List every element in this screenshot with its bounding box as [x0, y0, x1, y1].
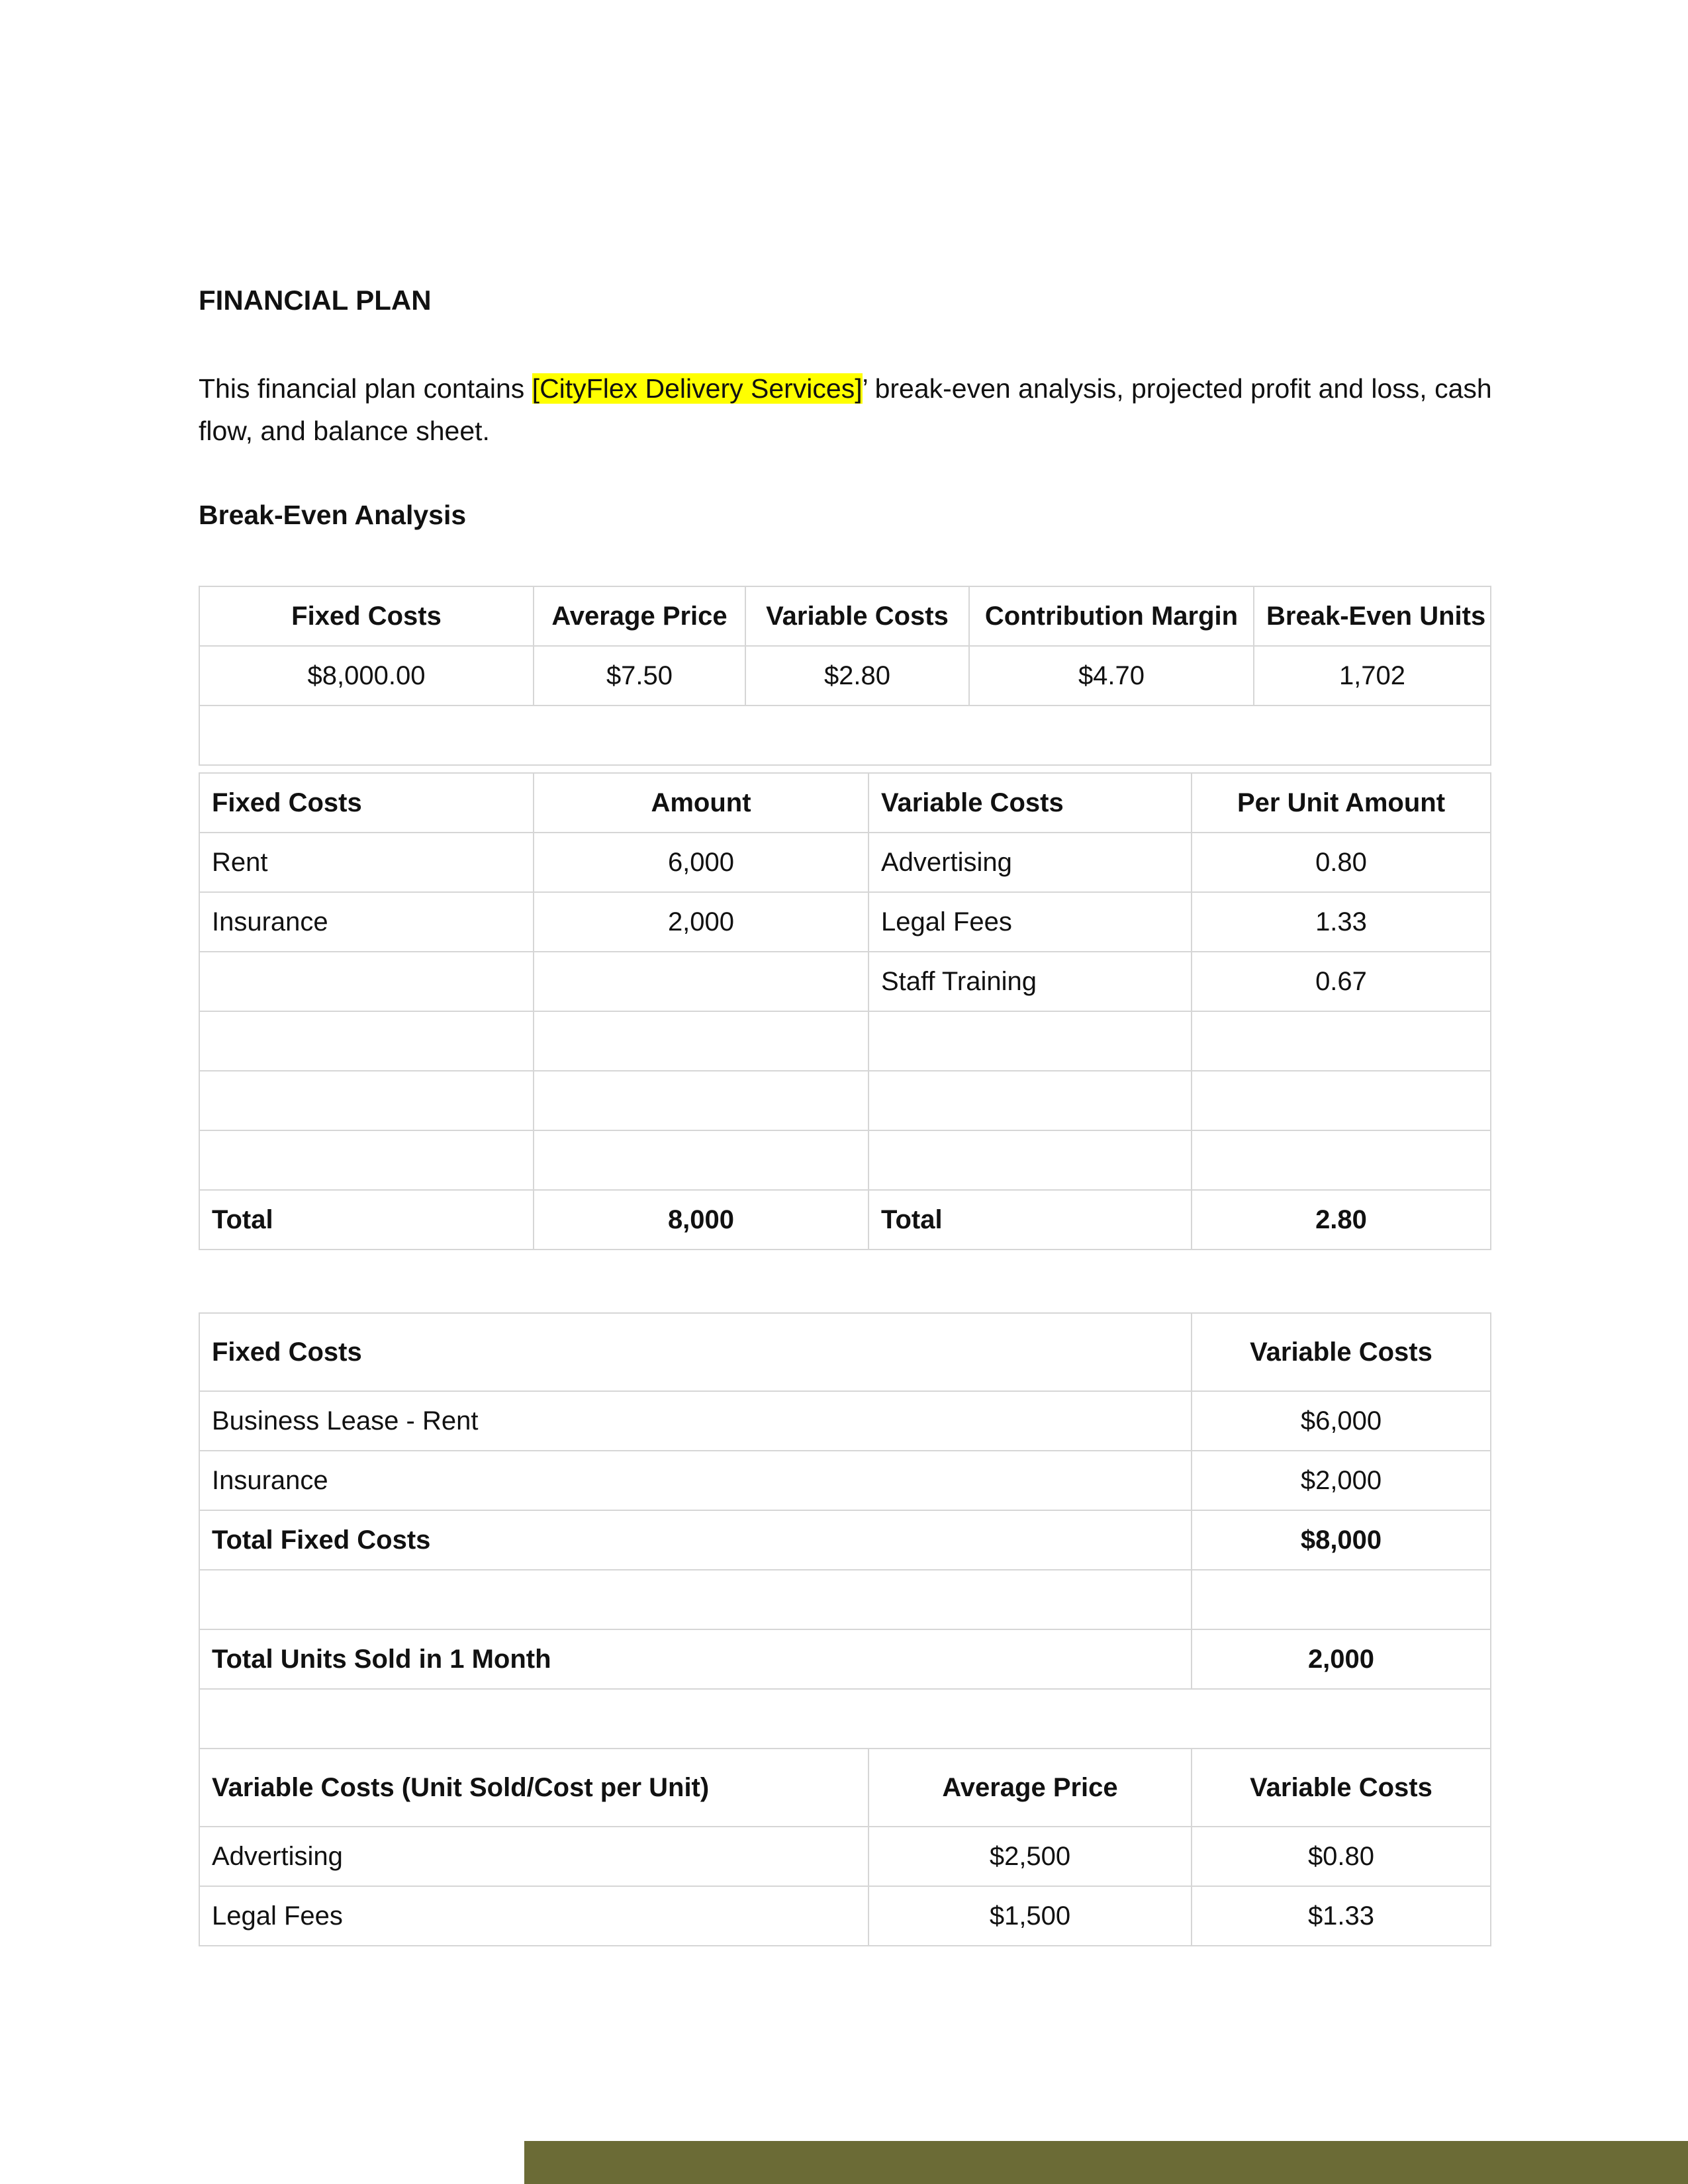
- footer-decorative-bar: [524, 2141, 1688, 2184]
- average-price-value: $2,500: [868, 1827, 1192, 1886]
- section-title-break-even: Break-Even Analysis: [199, 500, 467, 530]
- empty-cell: [1192, 1130, 1491, 1190]
- header-cell: Variable Costs: [868, 773, 1192, 833]
- variable-total-label: Total: [868, 1190, 1192, 1250]
- break-even-units-value: 1,702: [1254, 646, 1491, 705]
- break-even-summary-table: [199, 586, 1491, 766]
- variable-cost-amount: 0.80: [1192, 833, 1491, 892]
- fixed-cost-amount: 6,000: [534, 833, 868, 892]
- empty-cell: [199, 705, 1491, 765]
- header-cell: Variable Costs: [1192, 1749, 1491, 1827]
- table-row-empty: [199, 1071, 1491, 1130]
- average-price-value: $1,500: [868, 1886, 1192, 1946]
- intro-paragraph: [199, 367, 1496, 452]
- empty-cell: [199, 1011, 534, 1071]
- empty-cell: [1192, 1011, 1491, 1071]
- fixed-cost-value: $6,000: [1192, 1391, 1491, 1451]
- fixed-cost-amount: [534, 952, 868, 1011]
- header-cell: Fixed Costs: [199, 586, 534, 646]
- variable-cost-value: $1.33: [1192, 1886, 1491, 1946]
- fixed-total-label: Total: [199, 1190, 534, 1250]
- empty-cell: [199, 1130, 534, 1190]
- header-cell: Average Price: [534, 586, 745, 646]
- header-cell: Break-Even Units: [1254, 586, 1491, 646]
- fixed-cost-label: Business Lease - Rent: [199, 1391, 1192, 1451]
- header-cell: Variable Costs (Unit Sold/Cost per Unit): [199, 1749, 868, 1827]
- table-row: [199, 1886, 1491, 1946]
- costs-breakdown-table: [199, 772, 1491, 1250]
- header-cell: Average Price: [868, 1749, 1192, 1827]
- fixed-cost-label: Rent: [199, 833, 534, 892]
- header-cell: Variable Costs: [745, 586, 969, 646]
- header-cell: Amount: [534, 773, 868, 833]
- empty-cell: [534, 1130, 868, 1190]
- header-cell: Per Unit Amount: [1192, 773, 1491, 833]
- empty-cell: [868, 1071, 1192, 1130]
- empty-cell: [534, 1011, 868, 1071]
- table-header-row: [199, 586, 1491, 646]
- variable-cost-label: Staff Training: [868, 952, 1192, 1011]
- header-cell: Contribution Margin: [969, 586, 1254, 646]
- table-row: [199, 646, 1491, 705]
- empty-cell: [868, 1011, 1192, 1071]
- variable-cost-label: Legal Fees: [868, 892, 1192, 952]
- table-row: [199, 1827, 1491, 1886]
- header-cell: Fixed Costs: [199, 1313, 1192, 1391]
- units-sold-value: 2,000: [1192, 1629, 1491, 1689]
- empty-cell: [1192, 1071, 1491, 1130]
- table-row: [199, 892, 1491, 952]
- variable-cost-value: $0.80: [1192, 1827, 1491, 1886]
- variable-cost-label: Advertising: [868, 833, 1192, 892]
- table-header-row: [199, 1313, 1491, 1391]
- empty-cell: [199, 1570, 1192, 1629]
- table-header-row: [199, 1749, 1491, 1827]
- fixed-cost-label: [199, 952, 534, 1011]
- variable-cost-label: Legal Fees: [199, 1886, 868, 1946]
- table-row-empty: [199, 1011, 1491, 1071]
- page-title: FINANCIAL PLAN: [199, 285, 432, 316]
- empty-cell: [199, 1071, 534, 1130]
- table-row: [199, 952, 1491, 1011]
- company-name-placeholder[interactable]: [CityFlex Delivery Services]: [532, 373, 863, 404]
- table-row: [199, 1451, 1491, 1510]
- header-cell: Variable Costs: [1192, 1313, 1491, 1391]
- table-row: [199, 1391, 1491, 1451]
- empty-cell: [534, 1071, 868, 1130]
- variable-total-amount: 2.80: [1192, 1190, 1491, 1250]
- contribution-margin-value: $4.70: [969, 646, 1254, 705]
- empty-cell: [1192, 1570, 1491, 1629]
- variable-cost-amount: 0.67: [1192, 952, 1491, 1011]
- table-row: [199, 833, 1491, 892]
- fixed-cost-label: Insurance: [199, 1451, 1192, 1510]
- spacer-row: [199, 705, 1491, 765]
- fixed-cost-value: $2,000: [1192, 1451, 1491, 1510]
- intro-text-after: ’ break-even analysis, projected profit and loss, cash flow, and balance sheet.: [199, 373, 1492, 446]
- variable-costs-value: $2.80: [745, 646, 969, 705]
- average-price-value: $7.50: [534, 646, 745, 705]
- spacer-row: [199, 1689, 1491, 1749]
- table-row-empty: [199, 1570, 1491, 1629]
- total-fixed-costs-value: $8,000: [1192, 1510, 1491, 1570]
- variable-cost-label: Advertising: [199, 1827, 868, 1886]
- intro-text-before: This financial plan contains: [199, 373, 532, 404]
- table-header-row: [199, 773, 1491, 833]
- fixed-cost-amount: 2,000: [534, 892, 868, 952]
- empty-cell: [199, 1689, 1491, 1749]
- cost-details-table: [199, 1312, 1491, 1946]
- variable-cost-amount: 1.33: [1192, 892, 1491, 952]
- table-row: [199, 1629, 1491, 1689]
- table-row-empty: [199, 1130, 1491, 1190]
- fixed-costs-value: $8,000.00: [199, 646, 534, 705]
- table-total-row: [199, 1190, 1491, 1250]
- empty-cell: [868, 1130, 1192, 1190]
- table-total-row: [199, 1510, 1491, 1570]
- fixed-total-amount: 8,000: [534, 1190, 868, 1250]
- header-cell: Fixed Costs: [199, 773, 534, 833]
- units-sold-label: Total Units Sold in 1 Month: [199, 1629, 1192, 1689]
- total-fixed-costs-label: Total Fixed Costs: [199, 1510, 1192, 1570]
- fixed-cost-label: Insurance: [199, 892, 534, 952]
